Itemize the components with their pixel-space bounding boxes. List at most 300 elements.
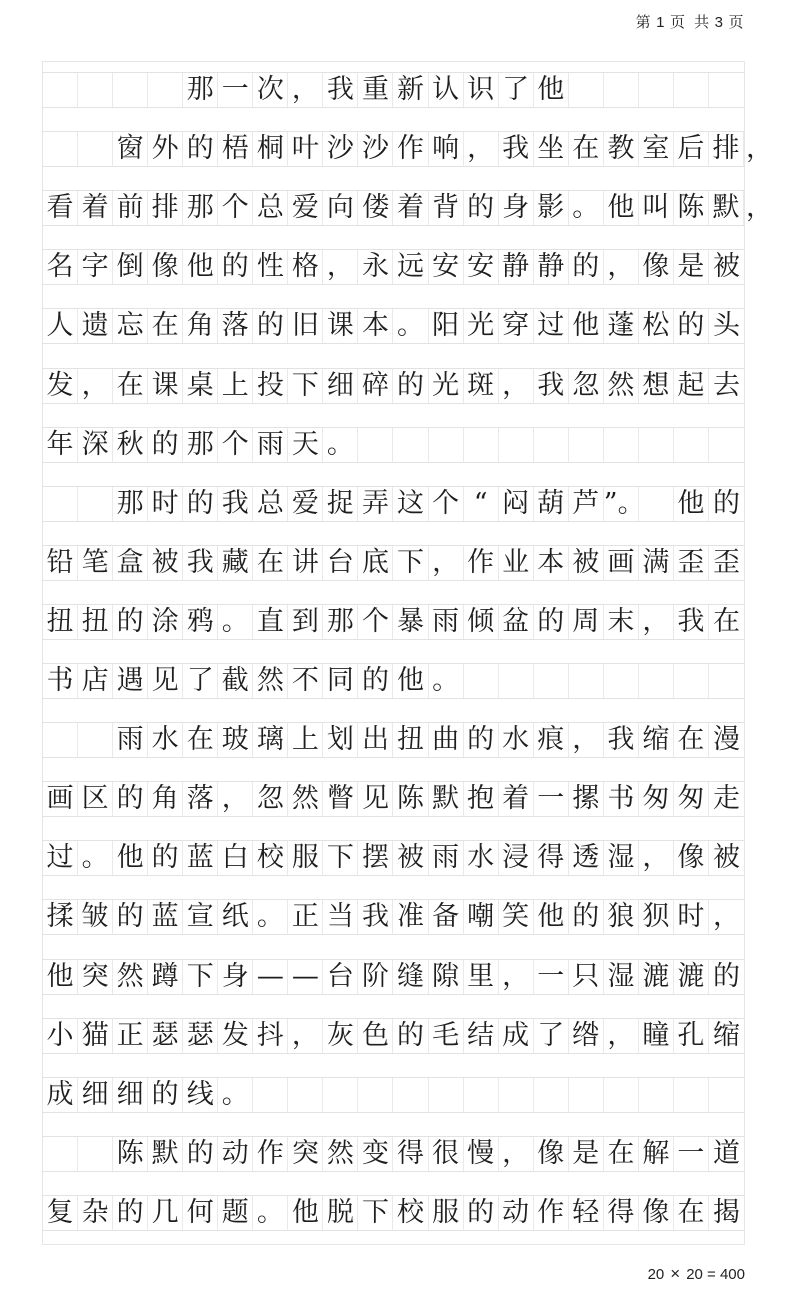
grid-cell: 得 — [534, 841, 569, 875]
grid-cell: ， — [218, 782, 253, 816]
grid-cell: 头 — [712, 310, 740, 342]
grid-cell: 遇 — [113, 664, 148, 698]
grid-cell: 起 — [674, 369, 709, 403]
grid-cell: 铅 — [43, 546, 78, 580]
grid-cell: 业 — [499, 546, 534, 580]
footer-total: 20 = 400 — [686, 1266, 745, 1283]
grid-cell: 同 — [323, 664, 358, 698]
grid-cell: 角 — [148, 782, 183, 816]
grid-cell — [394, 1078, 429, 1112]
grid-cell: 雨 — [429, 841, 464, 875]
grid-cell — [43, 1137, 78, 1171]
grid-cell: 曲 — [429, 723, 464, 757]
grid-cell: 我 — [358, 900, 393, 934]
grid-row — [43, 1077, 744, 1113]
grid-cell — [464, 1078, 499, 1112]
grid-cell: 直 — [253, 605, 288, 639]
grid-cell: 题 — [218, 1196, 253, 1230]
grid-cell: 准 — [394, 900, 429, 934]
grid-cell: 的 — [148, 841, 183, 875]
grid-cell: 被 — [712, 842, 740, 874]
grid-cell: 抱 — [464, 782, 499, 816]
grid-cell — [323, 1078, 358, 1112]
grid-cell: 瞥 — [323, 782, 358, 816]
grid-cell: 漫 — [712, 724, 740, 756]
grid-cell: 看 — [43, 191, 78, 225]
grid-cell: 解 — [639, 1137, 674, 1171]
grid-cell: 被 — [394, 841, 429, 875]
grid-cell: 下 — [358, 1196, 393, 1230]
grid-cell: 摞 — [569, 782, 604, 816]
grid-cell — [674, 428, 709, 462]
grid-cell: 叶 — [288, 132, 323, 166]
grid-cell: 扭 — [78, 605, 113, 639]
grid-cell: 水 — [148, 723, 183, 757]
grid-cell: 出 — [358, 723, 393, 757]
grid-cell: 在 — [113, 369, 148, 403]
grid-cell: 的 — [712, 487, 740, 519]
grid-cell: 走 — [712, 783, 740, 815]
grid-cell — [78, 723, 113, 757]
grid-cell: 落 — [218, 309, 253, 343]
grid-row — [43, 545, 744, 581]
grid-cell: 我 — [218, 487, 253, 521]
grid-cell — [604, 73, 639, 107]
grid-cell: 线 — [183, 1078, 218, 1112]
grid-cell: 只 — [569, 960, 604, 994]
grid-cell: 了 — [534, 1019, 569, 1053]
grid-cell: 作 — [394, 132, 429, 166]
grid-cell: 痕 — [534, 723, 569, 757]
grid-cell: 歪 — [712, 546, 740, 578]
grid-cell: 他 — [288, 1196, 323, 1230]
grid-cell: 的 — [464, 191, 499, 225]
grid-cell: 静 — [534, 250, 569, 284]
grid-cell: 店 — [78, 664, 113, 698]
grid-row — [43, 190, 773, 226]
grid-cell: 的 — [183, 487, 218, 521]
grid-cell: 划 — [323, 723, 358, 757]
grid-cell: 他 — [674, 487, 709, 521]
grid-cell — [358, 428, 393, 462]
grid-cell: 忽 — [569, 369, 604, 403]
grid-cell: 绺 — [569, 1019, 604, 1053]
grid-cell: 见 — [358, 782, 393, 816]
grid-cell: 上 — [288, 723, 323, 757]
grid-cell: 投 — [253, 369, 288, 403]
grid-cell: 校 — [253, 841, 288, 875]
grid-cell: 在 — [674, 1196, 709, 1230]
grid-cell: 发 — [43, 369, 78, 403]
grid-cell: ， — [639, 605, 674, 639]
footer-cols: 20 — [647, 1266, 665, 1283]
grid-cell: ， — [429, 546, 464, 580]
grid-cell: 他 — [43, 960, 78, 994]
grid-row — [43, 249, 744, 285]
grid-cell: 课 — [323, 309, 358, 343]
grid-cell: 。 — [429, 664, 464, 698]
grid-cell: 本 — [534, 546, 569, 580]
grid-cell: 当 — [323, 900, 358, 934]
grid-cell: ， — [288, 1019, 323, 1053]
grid-cell: 远 — [394, 250, 429, 284]
grid-cell: 的 — [113, 782, 148, 816]
grid-cell: 字 — [78, 250, 113, 284]
grid-cell: 细 — [113, 1078, 148, 1112]
grid-cell: 偻 — [358, 191, 393, 225]
page-prefix: 第 — [635, 14, 652, 31]
grid-cell — [674, 73, 709, 107]
grid-size-footer — [648, 1264, 745, 1284]
grid-cell: 然 — [113, 960, 148, 994]
grid-cell: 我 — [604, 723, 639, 757]
grid-cell: 陈 — [674, 191, 709, 225]
grid-cell: 个 — [358, 605, 393, 639]
grid-cell: 识 — [464, 73, 499, 107]
grid-cell: 轻 — [569, 1196, 604, 1230]
grid-cell — [78, 1137, 113, 1171]
grid-cell: 正 — [113, 1019, 148, 1053]
grid-cell: 后 — [674, 132, 709, 166]
grid-cell: ， — [464, 132, 499, 166]
grid-cell: 缝 — [394, 960, 429, 994]
grid-cell: 动 — [218, 1137, 253, 1171]
grid-cell: 蹲 — [148, 960, 183, 994]
grid-cell: 突 — [78, 960, 113, 994]
margin-punctuation: ， — [746, 192, 773, 224]
grid-cell — [674, 664, 709, 698]
grid-cell: 皱 — [78, 900, 113, 934]
grid-cell: 得 — [394, 1137, 429, 1171]
grid-row — [43, 1136, 744, 1172]
grid-cell: 次 — [253, 73, 288, 107]
grid-cell: 的 — [569, 250, 604, 284]
grid-cell — [709, 664, 744, 698]
grid-cell: 碎 — [358, 369, 393, 403]
grid-cell: 着 — [394, 191, 429, 225]
grid-cell: 捉 — [323, 487, 358, 521]
grid-cell: 揉 — [43, 900, 78, 934]
grid-cell: 排 — [148, 191, 183, 225]
grid-cell: 阶 — [358, 960, 393, 994]
grid-cell: 角 — [183, 309, 218, 343]
grid-cell: 校 — [394, 1196, 429, 1230]
grid-cell: 的 — [358, 664, 393, 698]
grid-cell: 细 — [323, 369, 358, 403]
grid-cell: 松 — [639, 309, 674, 343]
grid-cell: 讲 — [288, 546, 323, 580]
grid-cell: 一 — [534, 782, 569, 816]
grid-cell: 这 — [394, 487, 429, 521]
grid-cell — [709, 1078, 744, 1112]
grid-cell — [639, 73, 674, 107]
grid-cell: 孔 — [674, 1019, 709, 1053]
grid-cell: 认 — [429, 73, 464, 107]
grid-cell: 区 — [78, 782, 113, 816]
grid-cell: 匆 — [674, 782, 709, 816]
grid-cell: 蓬 — [604, 309, 639, 343]
grid-cell: 梧 — [218, 132, 253, 166]
grid-cell: 隙 — [429, 960, 464, 994]
grid-cell: 的 — [183, 132, 218, 166]
grid-cell: 遗 — [78, 309, 113, 343]
grid-cell: 变 — [358, 1137, 393, 1171]
grid-cell: 复 — [43, 1196, 78, 1230]
grid-cell: 向 — [323, 191, 358, 225]
grid-cell: 藏 — [218, 546, 253, 580]
grid-cell: 个 — [218, 191, 253, 225]
grid-cell: 得 — [604, 1196, 639, 1230]
grid-cell — [569, 664, 604, 698]
grid-cell: 天 — [288, 428, 323, 462]
grid-row — [43, 368, 744, 404]
grid-cell: 我 — [674, 605, 709, 639]
grid-cell — [78, 132, 113, 166]
grid-cell: 底 — [358, 546, 393, 580]
grid-cell — [429, 428, 464, 462]
grid-row — [43, 959, 744, 995]
grid-cell — [464, 664, 499, 698]
grid-cell: “ — [464, 487, 499, 521]
grid-cell: 灰 — [323, 1019, 358, 1053]
grid-cell — [604, 664, 639, 698]
grid-cell: 像 — [148, 250, 183, 284]
grid-cell: 备 — [429, 900, 464, 934]
page-total: 3 — [714, 14, 724, 31]
grid-cell: 是 — [569, 1137, 604, 1171]
grid-cell: 陈 — [113, 1137, 148, 1171]
grid-cell: 时 — [148, 487, 183, 521]
grid-cell: ， — [288, 73, 323, 107]
grid-cell: 他 — [534, 900, 569, 934]
grid-cell: 。 — [218, 605, 253, 639]
grid-cell: 葫 — [534, 487, 569, 521]
grid-cell: 窗 — [113, 132, 148, 166]
grid-cell: 着 — [499, 782, 534, 816]
grid-cell: 脱 — [323, 1196, 358, 1230]
grid-row — [43, 308, 744, 344]
grid-cell: 秋 — [113, 428, 148, 462]
grid-cell: 倾 — [464, 605, 499, 639]
grid-cell: 服 — [288, 841, 323, 875]
grid-cell — [429, 1078, 464, 1112]
grid-cell: 雨 — [253, 428, 288, 462]
grid-cell: 然 — [604, 369, 639, 403]
grid-row — [43, 72, 744, 108]
grid-cell — [639, 664, 674, 698]
grid-cell: 何 — [183, 1196, 218, 1230]
grid-cell: 色 — [358, 1019, 393, 1053]
grid-cell: 画 — [604, 546, 639, 580]
grid-cell: 深 — [78, 428, 113, 462]
grid-cell: 新 — [394, 73, 429, 107]
grid-cell — [148, 73, 183, 107]
grid-cell: 涂 — [148, 605, 183, 639]
grid-row — [43, 1195, 744, 1231]
grid-cell: 抖 — [253, 1019, 288, 1053]
grid-cell: 到 — [288, 605, 323, 639]
grid-cell — [639, 1078, 674, 1112]
grid-cell: 的 — [218, 250, 253, 284]
grid-cell — [43, 73, 78, 107]
grid-cell: 在 — [712, 605, 740, 637]
grid-cell: 在 — [604, 1137, 639, 1171]
grid-cell: 缩 — [639, 723, 674, 757]
grid-cell: 上 — [218, 369, 253, 403]
grid-cell: 本 — [358, 309, 393, 343]
grid-cell: 影 — [534, 191, 569, 225]
grid-cell: 时 — [674, 900, 709, 934]
grid-cell: — — [253, 960, 288, 994]
grid-cell: 笑 — [499, 900, 534, 934]
grid-cell — [674, 1078, 709, 1112]
grid-cell — [604, 1078, 639, 1112]
grid-cell: 我 — [323, 73, 358, 107]
grid-cell: 下 — [288, 369, 323, 403]
grid-cell: 发 — [218, 1019, 253, 1053]
grid-cell: 的 — [253, 309, 288, 343]
grid-cell: ， — [604, 250, 639, 284]
grid-cell: 。 — [569, 191, 604, 225]
grid-cell — [358, 1078, 393, 1112]
grid-cell: 作 — [464, 546, 499, 580]
grid-cell: 重 — [358, 73, 393, 107]
grid-cell: 默 — [429, 782, 464, 816]
grid-cell: 他 — [394, 664, 429, 698]
grid-row — [43, 781, 744, 817]
grid-cell: ， — [639, 841, 674, 875]
grid-cell: 台 — [323, 546, 358, 580]
grid-cell: 狈 — [639, 900, 674, 934]
grid-cell: 那 — [113, 487, 148, 521]
grid-cell: 像 — [534, 1137, 569, 1171]
grid-row — [43, 486, 744, 522]
grid-cell: 安 — [464, 250, 499, 284]
margin-punctuation: ， — [746, 133, 773, 165]
grid-cell: 格 — [288, 250, 323, 284]
grid-cell: 响 — [429, 132, 464, 166]
grid-cell — [639, 428, 674, 462]
grid-cell: 湿 — [604, 841, 639, 875]
grid-cell: 桐 — [253, 132, 288, 166]
grid-cell: 静 — [499, 250, 534, 284]
grid-cell: 性 — [253, 250, 288, 284]
grid-cell: 不 — [288, 664, 323, 698]
grid-cell: 细 — [78, 1078, 113, 1112]
grid-cell: 过 — [534, 309, 569, 343]
grid-cell: 像 — [639, 250, 674, 284]
grid-cell: 总 — [253, 191, 288, 225]
grid-cell — [288, 1078, 323, 1112]
grid-row — [43, 427, 744, 463]
grid-cell: 雨 — [429, 605, 464, 639]
grid-cell: 光 — [429, 369, 464, 403]
grid-cell: 揭 — [712, 1196, 740, 1228]
grid-cell: 一 — [674, 1137, 709, 1171]
grid-cell: 去 — [712, 369, 740, 401]
grid-cell: 笔 — [78, 546, 113, 580]
grid-cell: 见 — [148, 664, 183, 698]
grid-cell — [78, 487, 113, 521]
grid-cell: 的 — [394, 1019, 429, 1053]
grid-cell: 突 — [288, 1137, 323, 1171]
grid-cell: 瞳 — [639, 1019, 674, 1053]
grid-cell — [569, 428, 604, 462]
grid-cell: 的 — [113, 605, 148, 639]
grid-cell: 缩 — [712, 1019, 740, 1051]
grid-cell: 永 — [358, 250, 393, 284]
grid-cell: 末 — [604, 605, 639, 639]
grid-cell: 浸 — [499, 841, 534, 875]
grid-cell: 个 — [429, 487, 464, 521]
grid-cell: 。 — [323, 428, 358, 462]
grid-cell: 光 — [464, 309, 499, 343]
grid-cell: 身 — [218, 960, 253, 994]
grid-cell: 玻 — [218, 723, 253, 757]
grid-cell: 道 — [712, 1137, 740, 1169]
grid-cell: 。 — [253, 1196, 288, 1230]
grid-cell: 桌 — [183, 369, 218, 403]
grid-cell: 被 — [569, 546, 604, 580]
grid-cell: 水 — [464, 841, 499, 875]
grid-cell: 扭 — [394, 723, 429, 757]
grid-cell: 。 — [394, 309, 429, 343]
grid-cell: 的 — [464, 723, 499, 757]
grid-row — [43, 1018, 744, 1054]
grid-cell: 嘲 — [464, 900, 499, 934]
grid-cell: 身 — [499, 191, 534, 225]
grid-cell: 漉 — [639, 960, 674, 994]
grid-cell: 瑟 — [148, 1019, 183, 1053]
grid-cell: 课 — [148, 369, 183, 403]
page-mid: 页 共 — [669, 14, 710, 31]
grid-row — [43, 899, 744, 935]
grid-cell: 的 — [148, 428, 183, 462]
grid-cell: 忽 — [253, 782, 288, 816]
grid-cell: 叫 — [639, 191, 674, 225]
grid-cell: 穿 — [499, 309, 534, 343]
grid-cell: 忘 — [113, 309, 148, 343]
grid-cell: 摆 — [358, 841, 393, 875]
grid-cell: 人 — [43, 309, 78, 343]
grid-cell: 在 — [569, 132, 604, 166]
grid-cell: 纸 — [218, 900, 253, 934]
grid-cell: 在 — [148, 309, 183, 343]
grid-cell: 然 — [253, 664, 288, 698]
grid-cell: 的 — [394, 369, 429, 403]
grid-cell: 沙 — [358, 132, 393, 166]
grid-cell — [113, 73, 148, 107]
grid-cell — [709, 73, 744, 107]
grid-cell: 然 — [323, 1137, 358, 1171]
grid-cell: 一 — [218, 73, 253, 107]
page-current: 1 — [656, 14, 665, 31]
grid-cell: — — [288, 960, 323, 994]
grid-cell: 的 — [183, 1137, 218, 1171]
grid-cell: 鸦 — [183, 605, 218, 639]
grid-cell: 芦 — [569, 487, 604, 521]
grid-cell: 总 — [253, 487, 288, 521]
grid-cell — [569, 1078, 604, 1112]
grid-cell: 一 — [534, 960, 569, 994]
grid-cell — [709, 428, 744, 462]
grid-cell: 他 — [604, 191, 639, 225]
grid-cell: 雨 — [113, 723, 148, 757]
grid-cell — [253, 1078, 288, 1112]
grid-cell: 下 — [323, 841, 358, 875]
grid-cell: 爱 — [288, 191, 323, 225]
grid-cell: 了 — [499, 73, 534, 107]
